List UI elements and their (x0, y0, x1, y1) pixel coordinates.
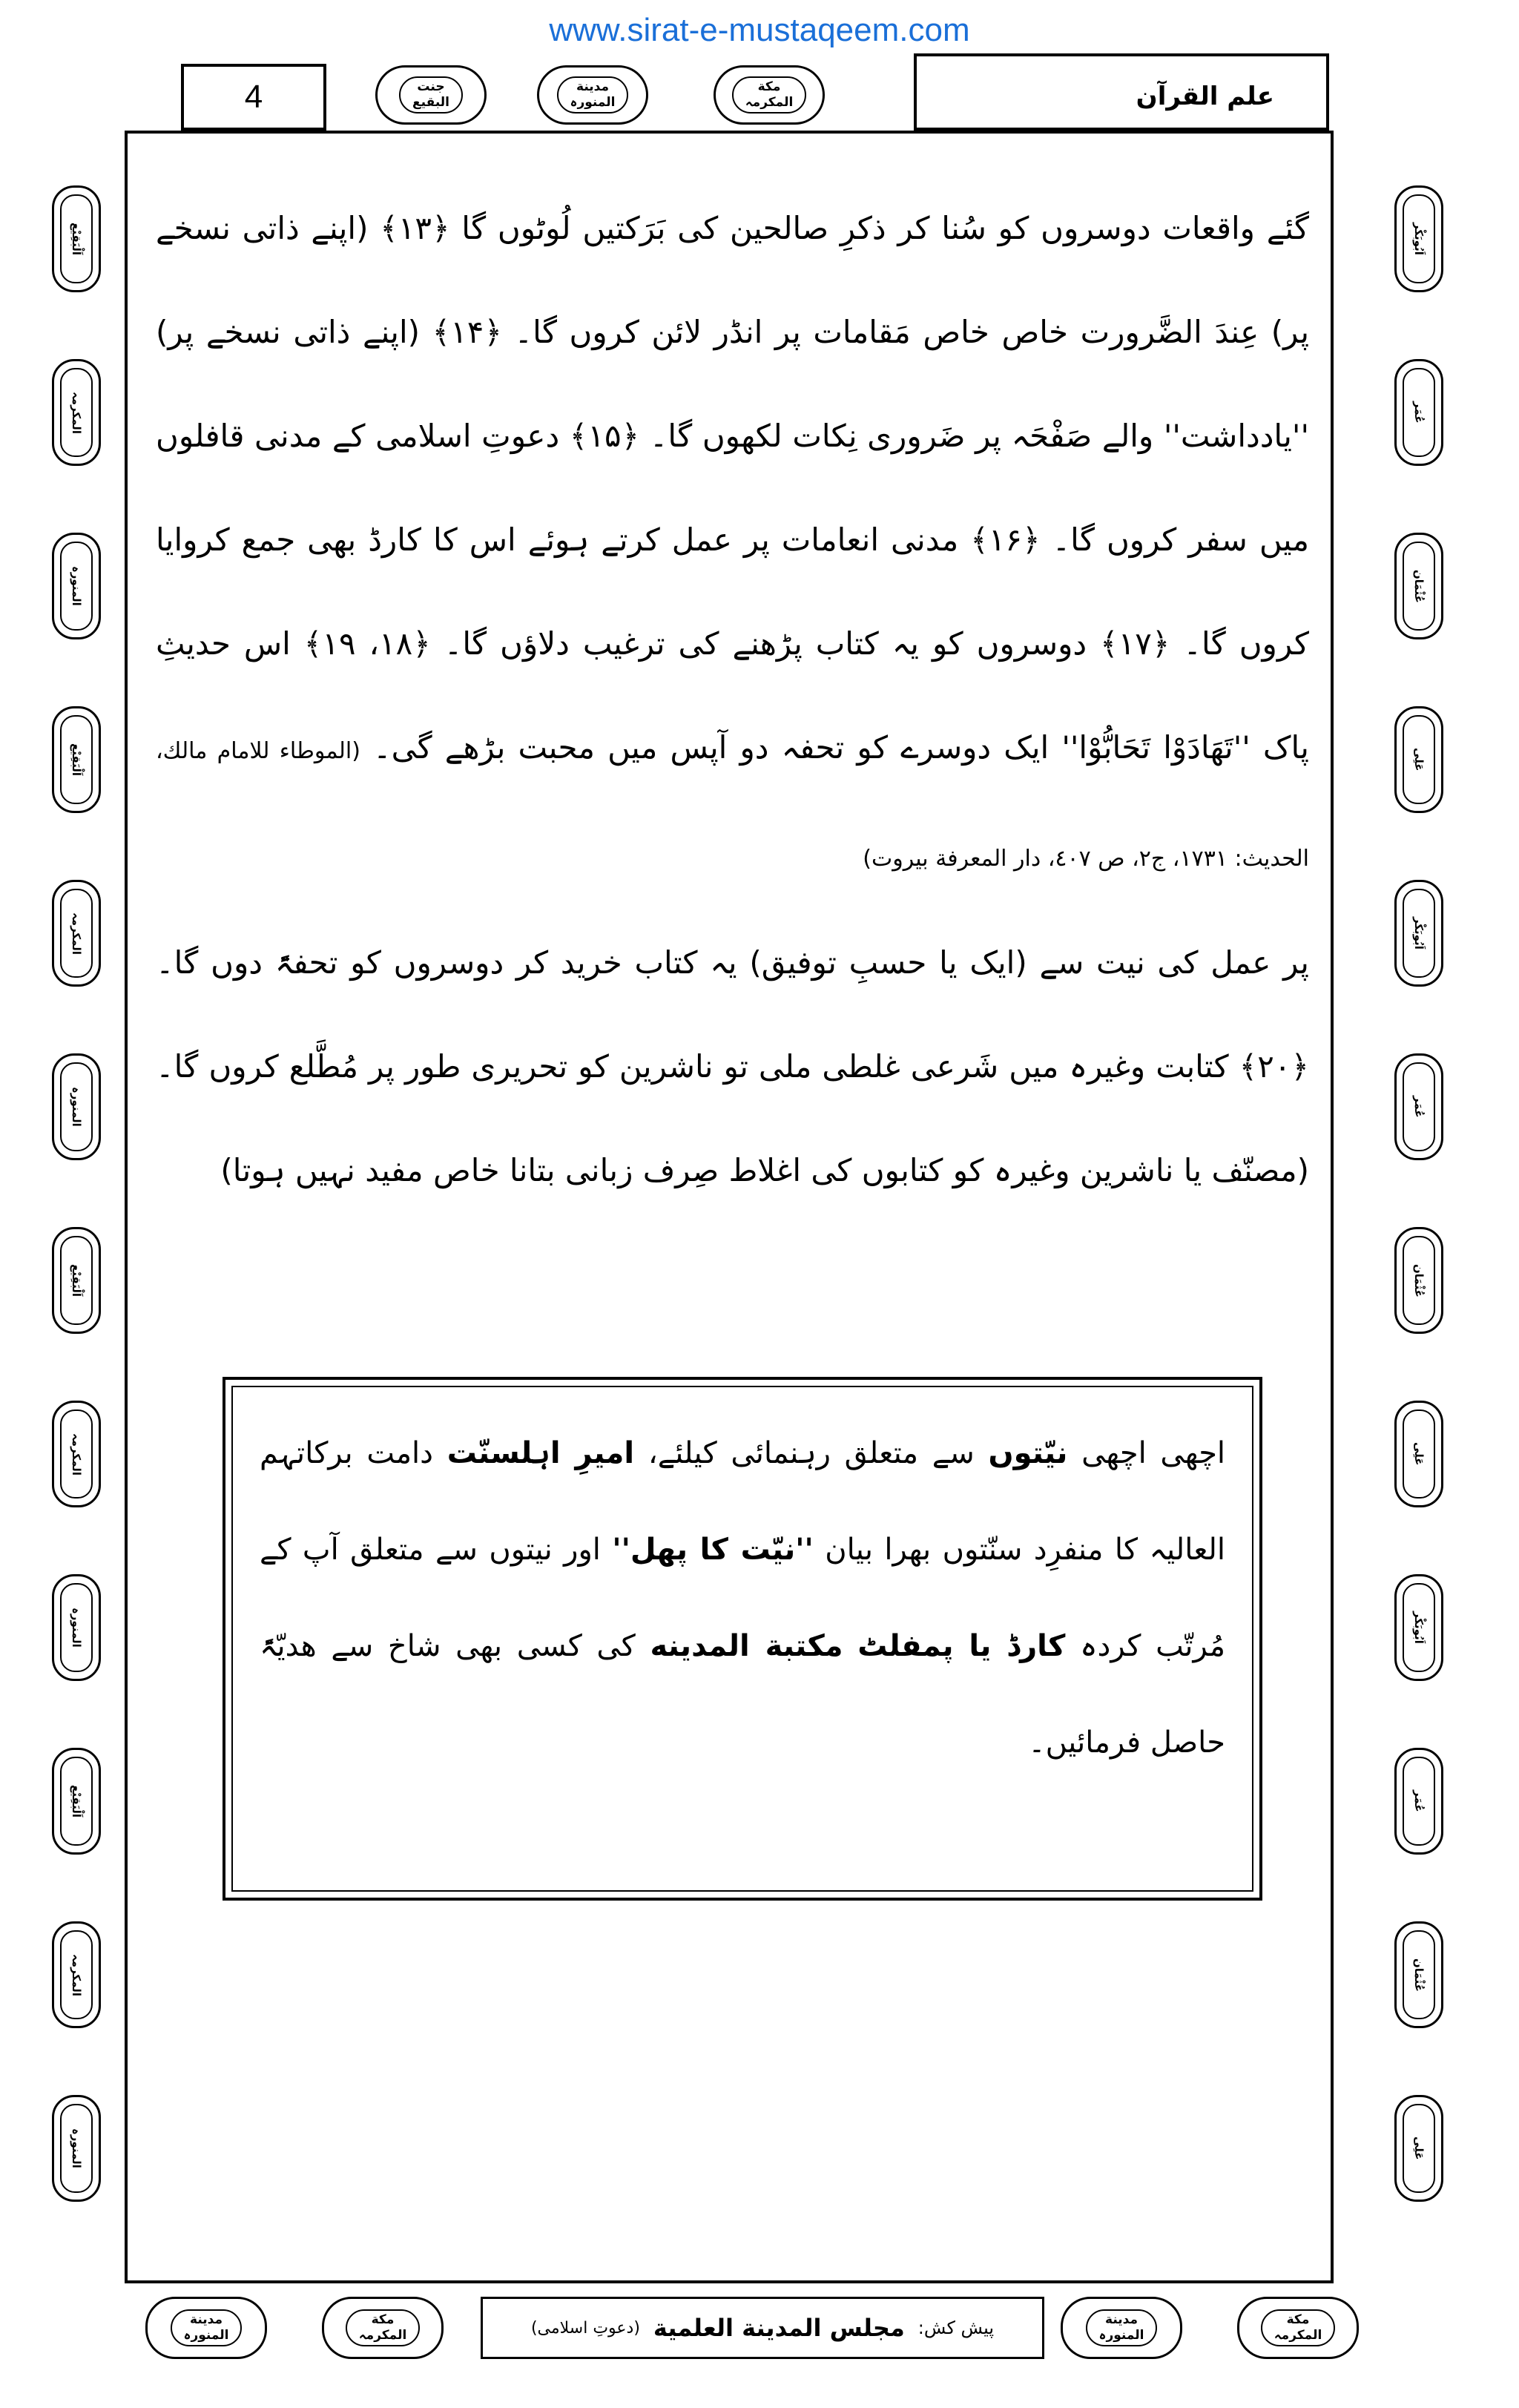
side-ornament: اَلْبَقِیْع (52, 706, 101, 813)
badge-line2: المنورہ (570, 95, 616, 110)
side-ornament: عَلِی (1394, 706, 1443, 813)
makkah-badge (714, 65, 825, 125)
body-text (156, 177, 1309, 1223)
footer-makkah-badge-right (1237, 2297, 1359, 2359)
badge-line2: المکرمہ (358, 2328, 407, 2343)
side-ornament: اَلْبَقِیْع (52, 1227, 101, 1334)
badge-line1: مدینة (1105, 2312, 1138, 2327)
note-part2: سے متعلق رہنمائی کیلئے، (648, 1436, 975, 1470)
page-number: 4 (244, 79, 263, 115)
note-niyyat: نیّتوں (988, 1436, 1068, 1470)
badge-line1: مدینة (576, 79, 609, 94)
side-ornament: اَبُوبَکْر (1394, 880, 1443, 987)
badge-line2: البقیع (412, 95, 449, 110)
side-ornament: المنورہ (52, 2095, 101, 2202)
badge-line1: مدینة (190, 2312, 223, 2327)
footer-publisher (481, 2297, 1044, 2359)
badge-line2: المکرمہ (745, 95, 794, 110)
side-ornament: عُثْمَان (1394, 1921, 1443, 2028)
side-ornament: اَبُوبَکْر (1394, 185, 1443, 292)
note-amir: امیرِ اہلسنّت (447, 1436, 635, 1470)
badge-line2: المکرمہ (1273, 2328, 1322, 2343)
side-ornament: المکرمہ (52, 359, 101, 466)
intentions-paragraph-2: پر عمل کی نیت سے (ایک یا حسبِ توفیق) یہ کتاب خرید کر دوسروں کو تحفۃً دوں گا۔ ﴿۲۰﴾ کتابت وغیرہ میں شَرعی غلطی ملی تو ناشرین کو تحریری طور پر مُطَّلع کروں گا۔ (مصنّف یا ناشرین وغیرہ کو کتابوں کی اغلاط صِرف زبانی بتانا خاص مفید نہیں ہوتا) (156, 944, 1309, 1188)
side-ornament: عُثْمَان (1394, 1227, 1443, 1334)
publisher-parent: (دعوتِ اسلامی) (530, 2318, 640, 2338)
badge-line1: مکة (371, 2312, 395, 2327)
note-maktaba: مکتبة المدینه (650, 1629, 843, 1663)
intentions-paragraph (156, 177, 1309, 911)
side-ornament: المنورہ (52, 1574, 101, 1681)
side-ornament: عَلِی (1394, 1401, 1443, 1507)
book-title-box (914, 53, 1329, 131)
footer-madina-badge-right (1061, 2297, 1182, 2359)
site-url[interactable]: www.sirat-e-mustaqeem.com (549, 12, 970, 48)
side-ornament: المنورہ (52, 1053, 101, 1160)
note-part4: اور نیتوں سے متعلق آپ کے مُرتّب کردہ (260, 1533, 1226, 1663)
side-ornament: عَلِی (1394, 2095, 1443, 2202)
note-bayan-title: ''نیّت کا پھل'' (612, 1533, 814, 1567)
side-ornament: المنورہ (52, 533, 101, 639)
page-number-box (181, 64, 326, 131)
book-title: علم القرآن (1136, 82, 1274, 111)
side-ornament: اَبُوبَکْر (1394, 1574, 1443, 1681)
note-part1: اچھی اچھی (1081, 1436, 1226, 1470)
madina-badge (537, 65, 648, 125)
note-box (223, 1377, 1262, 1901)
side-ornament: عُمَر (1394, 359, 1443, 466)
presenter-label: پیش کش: (917, 2317, 995, 2338)
side-ornament: المکرمہ (52, 1401, 101, 1507)
badge-line1: مکة (1286, 2312, 1310, 2327)
jannat-ul-baqee-badge (375, 65, 487, 125)
note-card: کارڈ یا پمفلٹ (857, 1629, 1066, 1663)
badge-line1: مکة (757, 79, 781, 94)
badge-line1: جنت (417, 79, 445, 94)
publisher-name: مجلس المدینة العلمیة (653, 2314, 905, 2342)
side-ornament: اَلْبَقِیْع (52, 185, 101, 292)
hadith-reference: (الموطاء للامام مالك، الحديث: ١٧٣١، ج٢، ص ٤٠٧، دار المعرفة بيروت) (156, 738, 1309, 872)
side-ornament: اَلْبَقِیْع (52, 1748, 101, 1855)
side-ornament: عُثْمَان (1394, 533, 1443, 639)
footer-madina-badge (145, 2297, 267, 2359)
note-part5: کی کسی بھی شاخ سے ھدیّۃً حاصل فرمائیں۔ (260, 1629, 1225, 1760)
note-part3: دامت برکاتہم العالیہ کا منفرِد سنّتوں بھرا بیان (260, 1436, 1225, 1567)
side-ornament: المکرمہ (52, 1921, 101, 2028)
side-ornament: المکرمہ (52, 880, 101, 987)
badge-line2: المنورہ (1098, 2328, 1144, 2343)
side-ornament: عُمَر (1394, 1053, 1443, 1160)
badge-line2: المنورہ (183, 2328, 229, 2343)
footer-makkah-badge (322, 2297, 444, 2359)
side-ornament: عُمَر (1394, 1748, 1443, 1855)
note-text (231, 1386, 1253, 1892)
intentions-text: گئے واقعات دوسروں کو سُنا کر ذکرِ صالحین کی بَرَکتیں لُوٹوں گا ﴿۱۳﴾ (اپنے ذاتی نسخے پر) عِندَ الضَّرورت خاص خاص مَقامات پر انڈر لائن کروں گا۔ ﴿۱۴﴾ (اپنے ذاتی نسخے پر) ''یادداشت'' والے صَفْحَہ پر ضَروری نِکات لکھوں گا۔ ﴿۱۵﴾ دعوتِ اسلامی کے مدنی قافلوں میں سفر کروں گا۔ ﴿۱۶﴾ مدنی انعامات پر عمل کرتے ہوئے اس کا کارڈ بھی جمع کروایا کروں گا۔ ﴿۱۷﴾ دوسروں کو یہ کتاب پڑھنے کی ترغیب دلاؤں گا۔ ﴿۱۸، ۱۹﴾ اس حدیثِ پاک ''تَھَادَوْا تَحَابُّوْا'' ایک دوسرے کو تحفہ دو آپس میں محبت بڑھے گی۔ (156, 210, 1310, 766)
